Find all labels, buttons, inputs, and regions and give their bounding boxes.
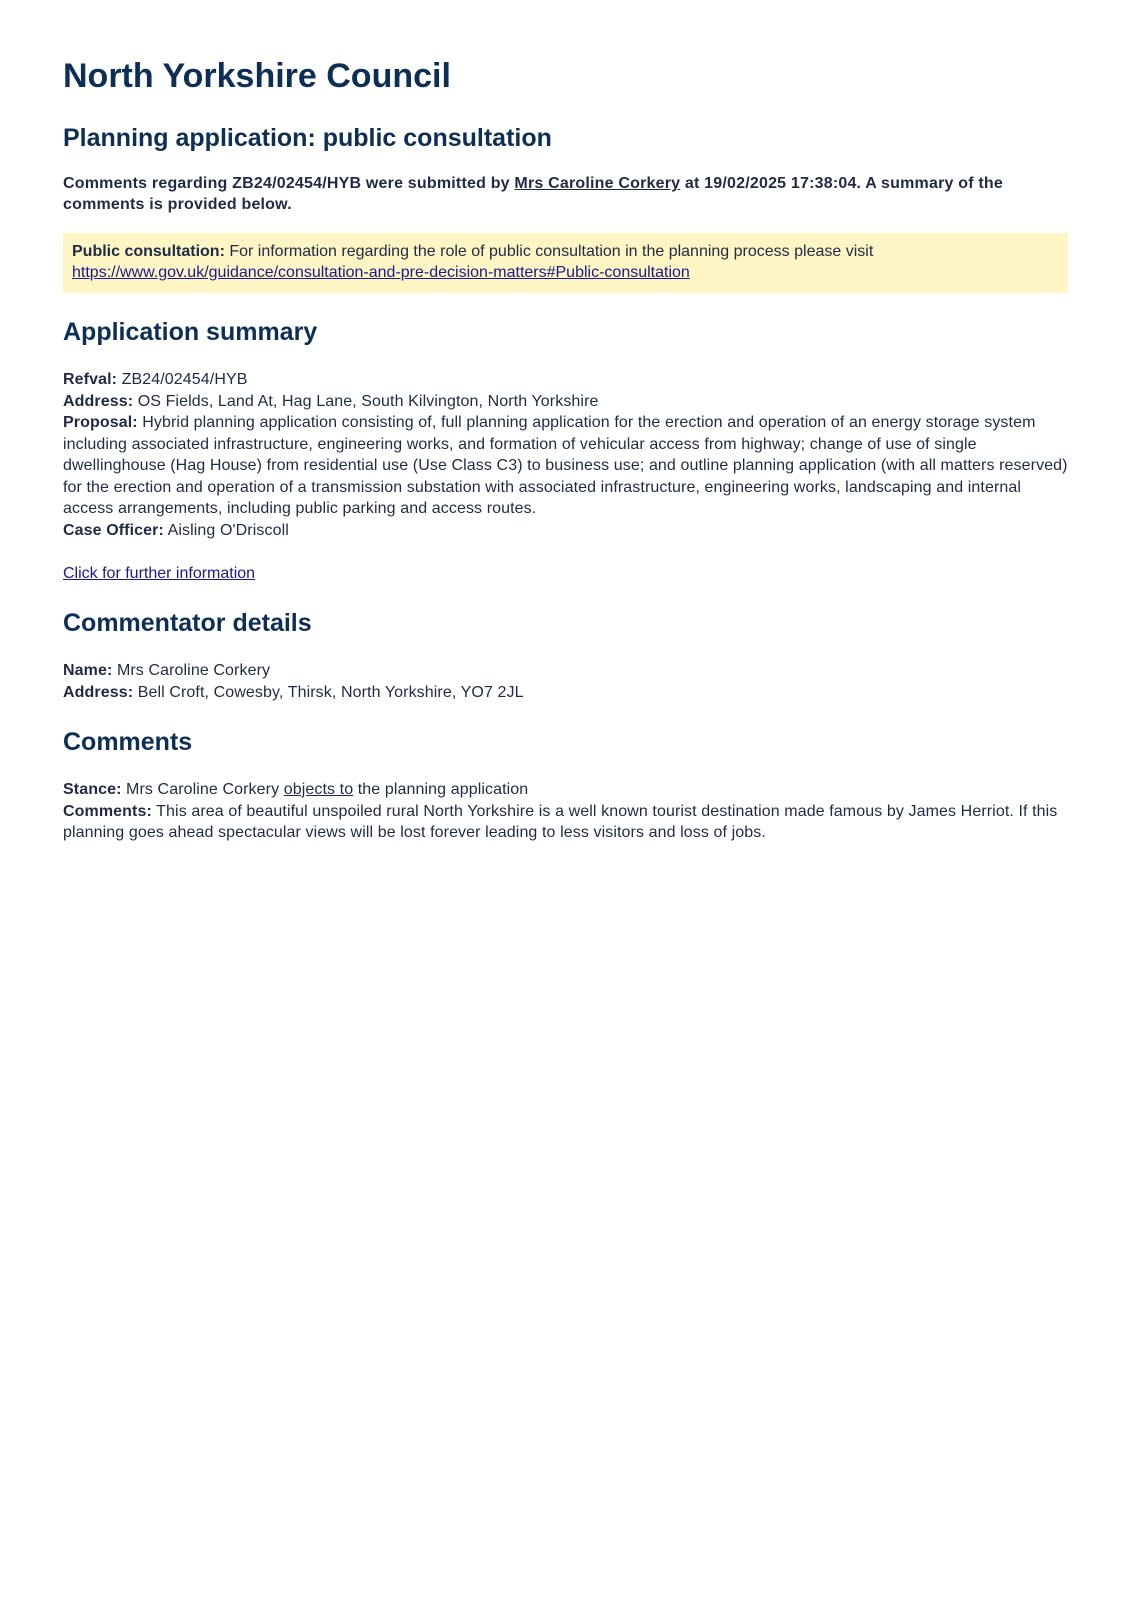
refval-value: ZB24/02454/HYB [117,371,248,388]
refval-row [63,369,1068,391]
proposal-label: Proposal: [63,414,138,431]
council-title: North Yorkshire Council [63,57,451,95]
intro-prefix: Comments regarding ZB24/02454/HYB were submitted by [63,175,515,192]
address-row [63,391,1068,413]
address-value: OS Fields, Land At, Hag Lane, South Kilvington, North Yorkshire [133,392,599,410]
case-officer-label: Case Officer: [63,521,164,539]
case-officer-value: Aisling O'Driscoll [163,521,289,539]
comments-heading: Comments [63,728,193,756]
stance-row [63,779,1068,801]
intro-paragraph [63,173,1068,215]
proposal-row [63,412,1068,520]
commentator-name-label: Name: [63,662,113,679]
document-page [63,52,1068,844]
commentator-address-value: Bell Croft, Cowesby, Thirsk, North Yorkshire, YO7 2JL [133,683,524,701]
case-officer-row [63,520,1068,542]
further-info-row [63,563,1068,584]
consultation-guidance-link[interactable]: https://www.gov.uk/guidance/consultation-and-pre-decision-matters#Public-consultation [72,264,690,281]
notice-text: For information regarding the role of public consultation in the planning process please visit [224,243,874,260]
comments-row [63,801,1068,844]
stance-suffix: the planning application [353,781,529,798]
comments-text: This area of beautiful unspoiled rural North Yorkshire is a well known tourist destination made famous by James Herriot. If this planning goes ahead spectacular views will be lost forever leading to less visitors and loss of jobs. [63,802,1058,841]
notice-label: Public consultation: [72,243,225,260]
commenter-link[interactable]: Mrs Caroline Corkery [514,175,681,192]
commentator-name-value: Mrs Caroline Corkery [112,662,271,679]
public-consultation-notice [63,233,1068,293]
stance-label: Stance: [63,781,122,798]
comments-label: Comments: [63,802,152,820]
application-summary-heading: Application summary [63,318,318,346]
address-label: Address: [63,392,134,410]
intro-suffix: at 19/02/2025 17:38:04. A summary of the comments is provided below. [63,175,1003,213]
stance-link[interactable]: objects to [283,781,354,798]
refval-label: Refval: [63,371,118,388]
commentator-details [63,660,1068,703]
page-heading: Planning application: public consultation [63,124,552,152]
commentator-address-label: Address: [63,683,134,701]
further-info-link[interactable]: Click for further information [63,565,256,582]
commentator-name-row [63,660,1068,682]
commentator-details-heading: Commentator details [63,609,312,637]
proposal-value: Hybrid planning application consisting of, full planning application for the erection and operation of an energy storage system including associated infrastructure, engineering works, and formation of vehicular access from highway; change of use of single dwellinghouse (Hag House) from residential use (Use Class C3) to business use; and outline planning application (with all matters reserved) for the erection and operation of a transmission substation with associated infrastructure, engineering works, landscaping and internal access arrangements, including public parking and access routes. [63,414,1068,517]
commentator-address-row [63,682,1068,704]
stance-prefix: Mrs Caroline Corkery [121,781,284,798]
comments-section [63,779,1068,844]
application-summary [63,369,1068,541]
